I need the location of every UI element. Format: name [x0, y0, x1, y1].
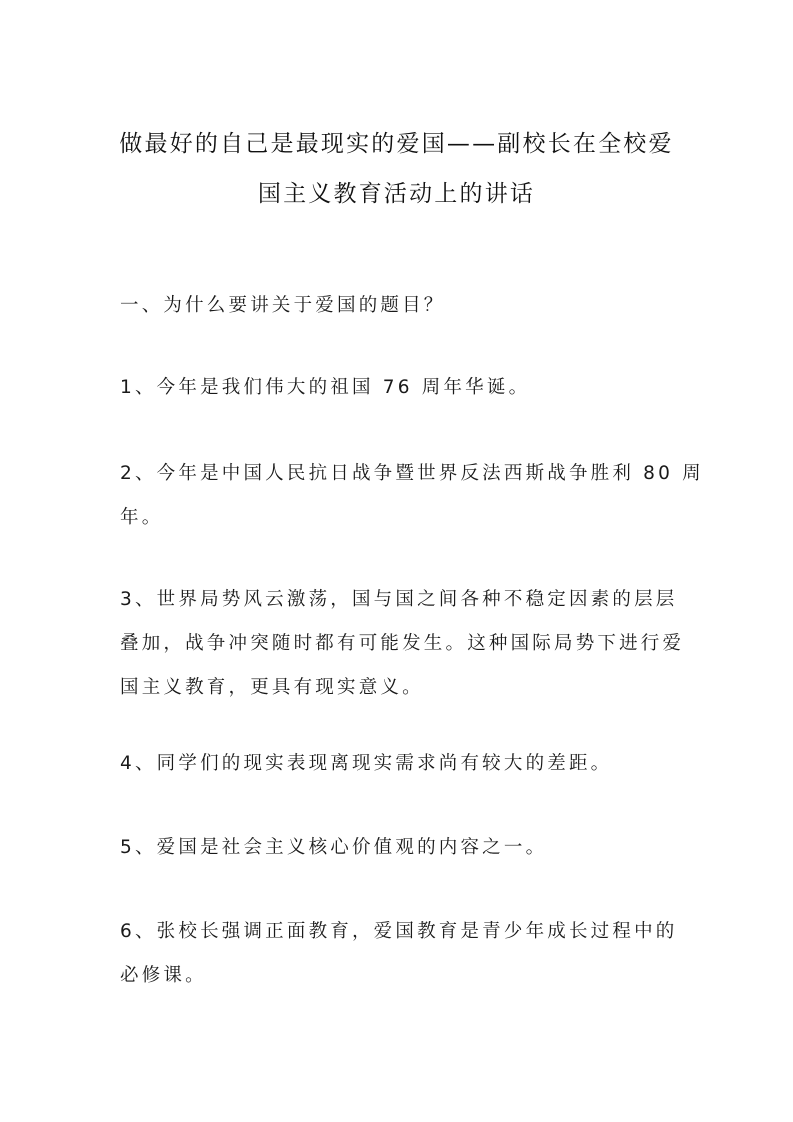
document-title-line-1: 做最好的自己是最现实的爱国——副校长在全校爱	[119, 131, 674, 157]
list-item-4	[120, 742, 680, 786]
list-item-text: 必修课。	[120, 965, 207, 986]
list-item-text: 2、今年是中国人民抗日战争暨世界反法西斯战争胜利 80 周	[120, 463, 704, 484]
list-item-text: 国主义教育，更具有现实意义。	[120, 677, 424, 698]
list-item-text: 年。	[120, 507, 164, 528]
list-item-5	[120, 826, 680, 870]
section-heading	[120, 284, 680, 328]
section-heading-text: 一、为什么要讲关于爱国的题目？	[120, 295, 446, 316]
document-title-line-2: 国主义教育活动上的讲话	[257, 181, 536, 207]
list-item-2	[120, 452, 704, 540]
list-item-text: 叠加，战争冲突随时都有可能发生。这种国际局势下进行爱	[120, 633, 685, 654]
list-item-text: 4、同学们的现实表现离现实需求尚有较大的差距。	[120, 753, 613, 774]
list-item-text: 6、张校长强调正面教育，爱国教育是青少年成长过程中的	[120, 921, 678, 942]
list-item-text: 3、世界局势风云激荡，国与国之间各种不稳定因素的层层	[120, 589, 678, 610]
list-item-6	[120, 910, 680, 998]
list-item-text: 1、今年是我们伟大的祖国 76 周年华诞。	[120, 377, 531, 398]
list-item-3	[120, 578, 685, 710]
list-item-1	[120, 366, 680, 410]
list-item-text: 5、爱国是社会主义核心价值观的内容之一。	[120, 837, 548, 858]
